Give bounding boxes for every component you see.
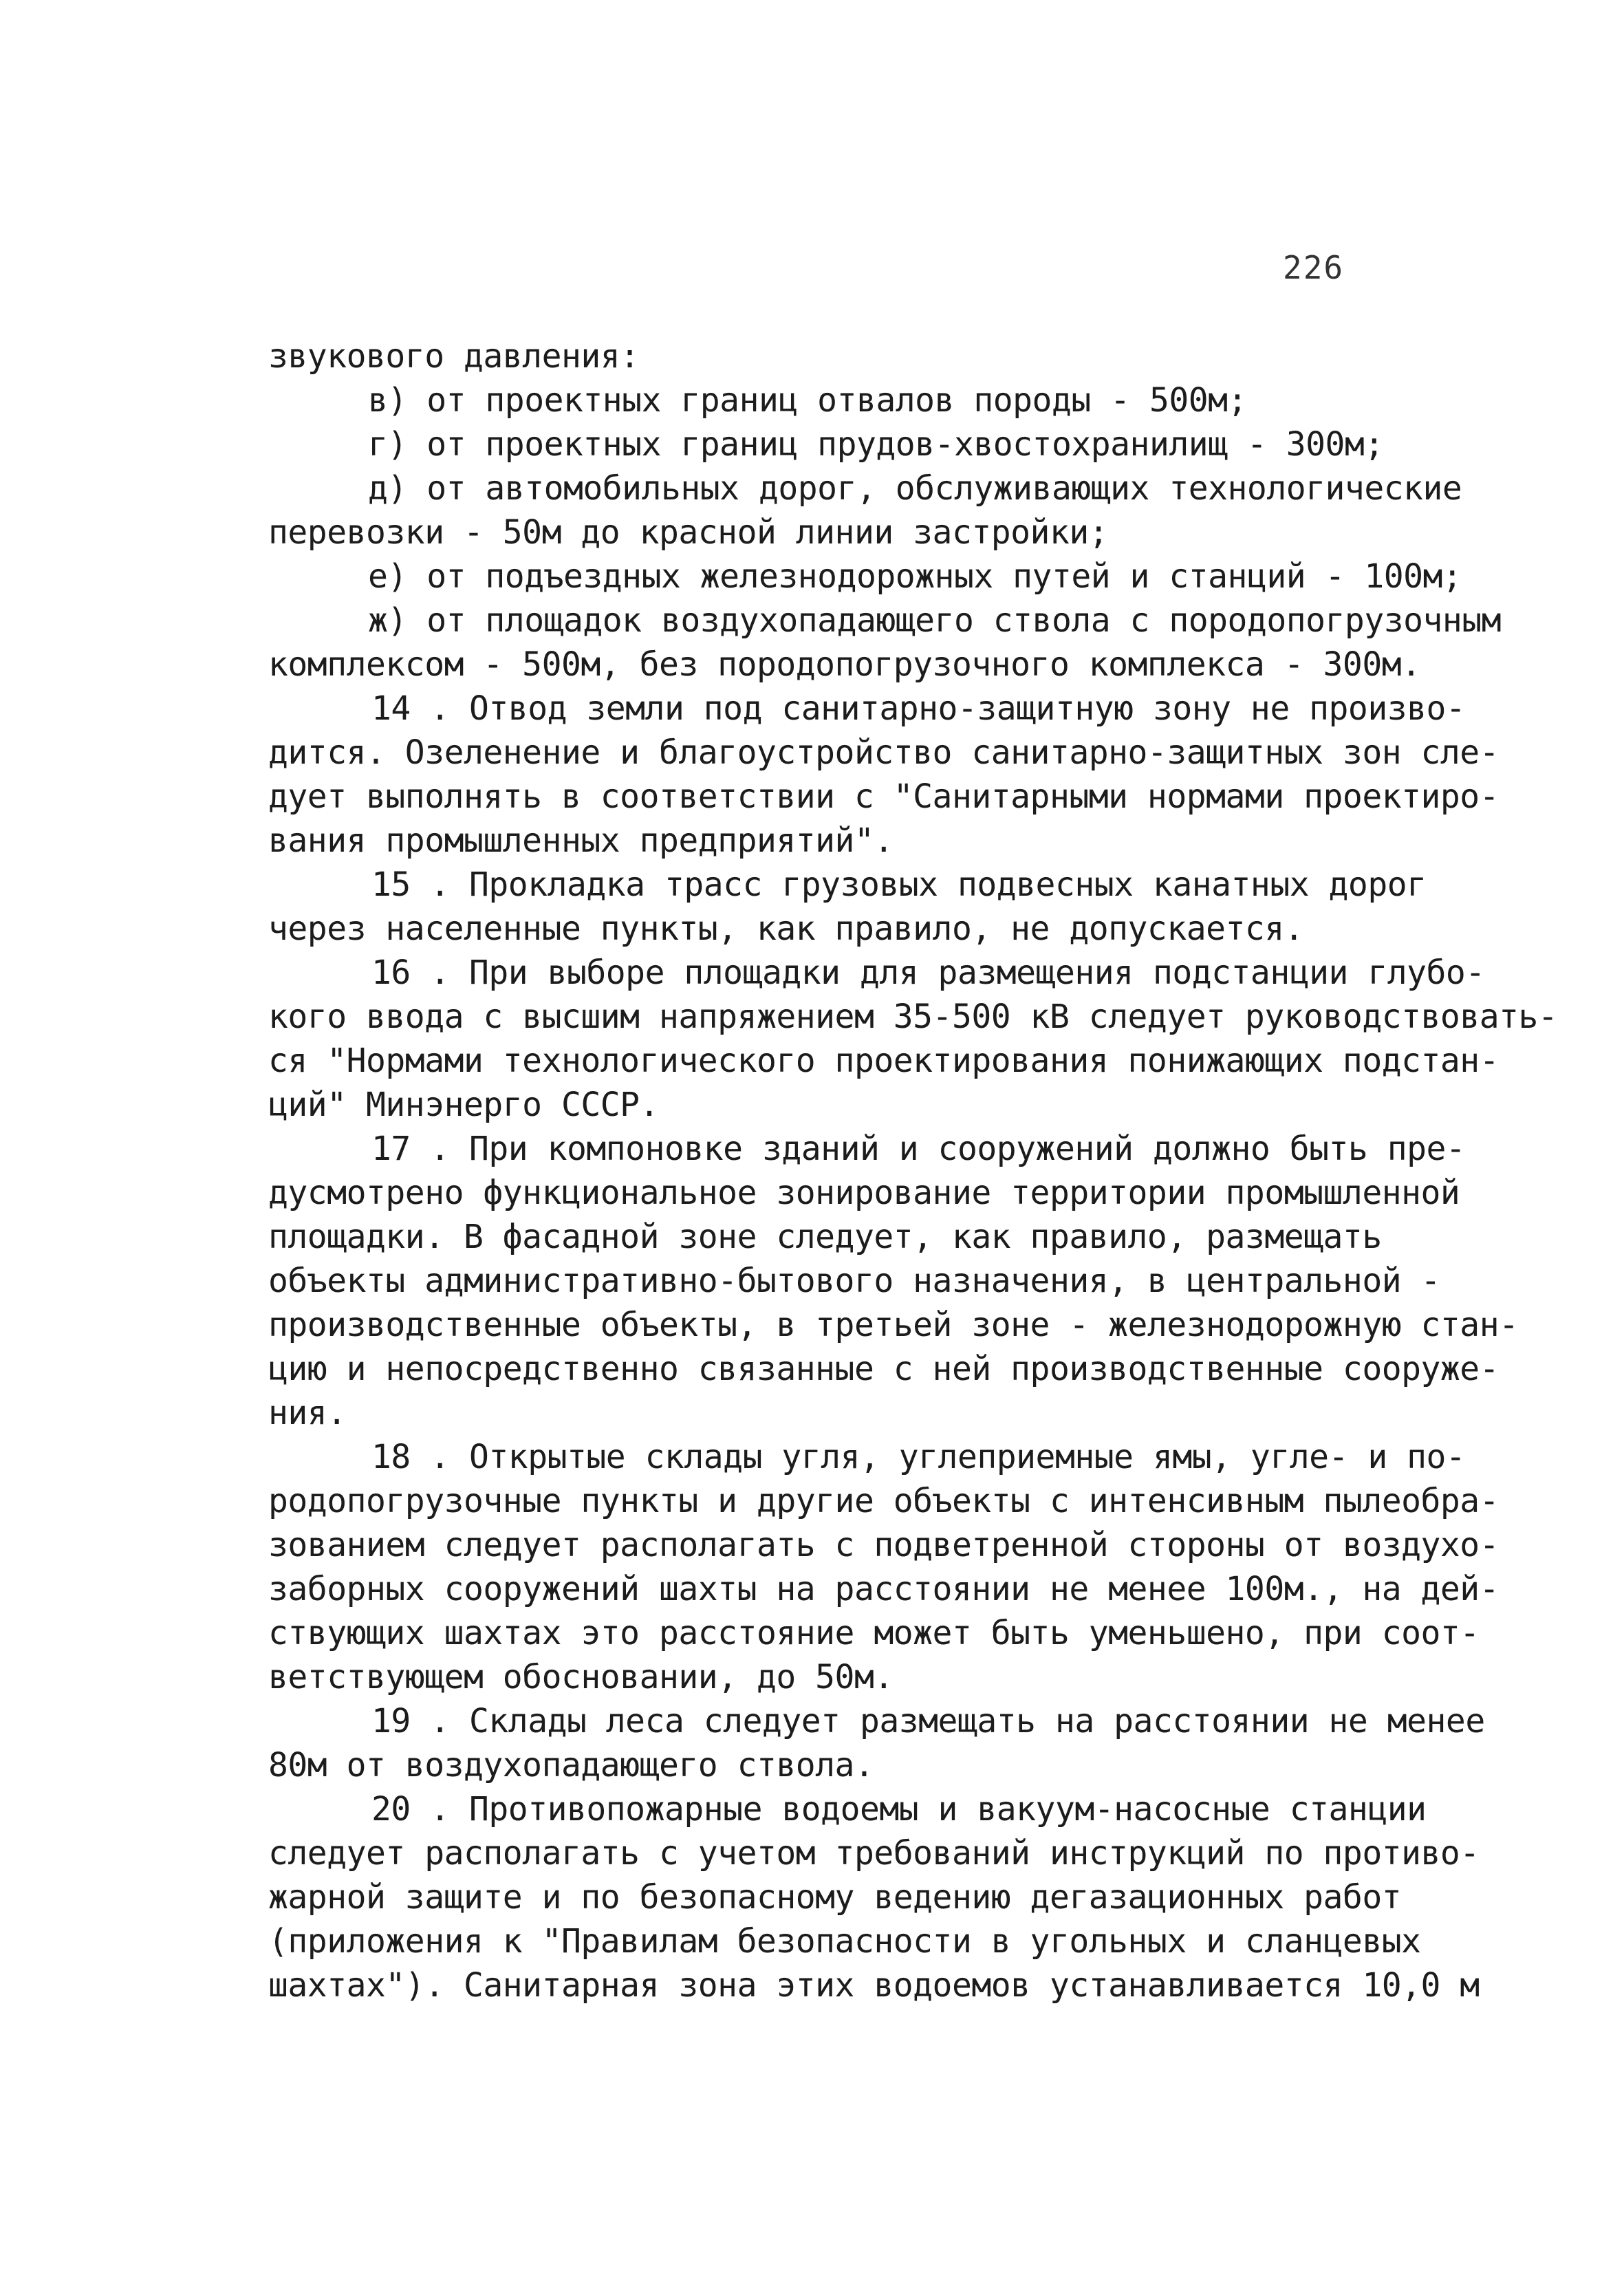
text-line: комплексом - 500м, без породопогрузочного комплекса - 300м.	[268, 645, 1421, 684]
text-line: родопогрузочные пункты и другие объекты с интенсивным пылеобра-	[268, 1482, 1500, 1520]
text-line: дится. Озеленение и благоустройство санитарно-защитных зон сле-	[268, 733, 1500, 772]
text-line: 15 . Прокладка трасс грузовых подвесных канатных дорог	[371, 865, 1427, 904]
text-line: 80м от воздухопадающего ствола.	[268, 1746, 874, 1785]
text-line: ся "Нормами технологического проектирования понижающих подстан-	[268, 1042, 1500, 1080]
text-line: зованием следует располагать с подветренной стороны от воздухо-	[268, 1526, 1500, 1564]
text-line: следует располагать с учетом требований инструкций по противо-	[268, 1834, 1480, 1873]
text-line: перевозки - 50м до красной линии застройки;	[268, 513, 1109, 552]
text-line: кого ввода с высшим напряжением 35-500 кВ следует руководствовать-	[268, 998, 1558, 1036]
text-line: 20 . Противопожарные водоемы и вакуум-насосные станции	[371, 1790, 1427, 1829]
text-line: 19 . Склады леса следует размещать на расстоянии не менее	[371, 1702, 1485, 1740]
text-line: площадки. В фасадной зоне следует, как правило, размещать	[268, 1218, 1382, 1256]
text-line: дусмотрено функциональное зонирование территории промышленной	[268, 1174, 1460, 1212]
text-line: г) от проектных границ прудов-хвостохранилищ - 300м;	[368, 425, 1384, 464]
text-line: ния.	[268, 1394, 347, 1432]
text-line: 16 . При выборе площадки для размещения подстанции глубо-	[371, 953, 1485, 992]
text-line: 14 . Отвод земли под санитарно-защитную зону не произво-	[371, 689, 1466, 728]
text-line: вания промышленных предприятий".	[268, 821, 894, 860]
text-line: д) от автомобильных дорог, обслуживающих технологические	[368, 469, 1462, 508]
text-line: заборных сооружений шахты на расстоянии не менее 100м., на дей-	[268, 1570, 1500, 1608]
text-line: ж) от площадок воздухопадающего ствола с породопогрузочным	[368, 601, 1502, 640]
text-line: ций" Минэнерго СССР.	[268, 1086, 659, 1124]
text-line: ветствующем обосновании, до 50м.	[268, 1658, 894, 1696]
text-line: звукового давления:	[268, 337, 640, 376]
text-line: шахтах"). Санитарная зона этих водоемов устанавливается 10,0 м	[268, 1966, 1480, 2005]
text-line: через населенные пункты, как правило, не допускается.	[268, 909, 1304, 948]
text-line: в) от проектных границ отвалов породы - 500м;	[368, 381, 1247, 420]
text-line: объекты административно-бытового назначения, в центральной -	[268, 1262, 1440, 1300]
text-line: 18 . Открытые склады угля, углеприемные ямы, угле- и по-	[371, 1438, 1466, 1476]
text-line: жарной защите и по безопасному ведению дегазационных работ	[268, 1878, 1402, 1917]
text-line: ствующих шахтах это расстояние может быть уменьшено, при соот-	[268, 1614, 1480, 1652]
text-line: производственные объекты, в третьей зоне - железнодорожную стан-	[268, 1306, 1519, 1344]
page-number: 226	[1283, 249, 1345, 286]
text-line: дует выполнять в соответствии с "Санитарными нормами проектиро-	[268, 777, 1500, 816]
text-line: цию и непосредственно связанные с ней производственные сооруже-	[268, 1350, 1500, 1388]
text-line: 17 . При компоновке зданий и сооружений должно быть пре-	[371, 1130, 1466, 1168]
text-line: е) от подъездных железнодорожных путей и станций - 100м;	[368, 557, 1462, 596]
text-line: (приложения к "Правилам безопасности в угольных и сланцевых	[268, 1922, 1421, 1961]
